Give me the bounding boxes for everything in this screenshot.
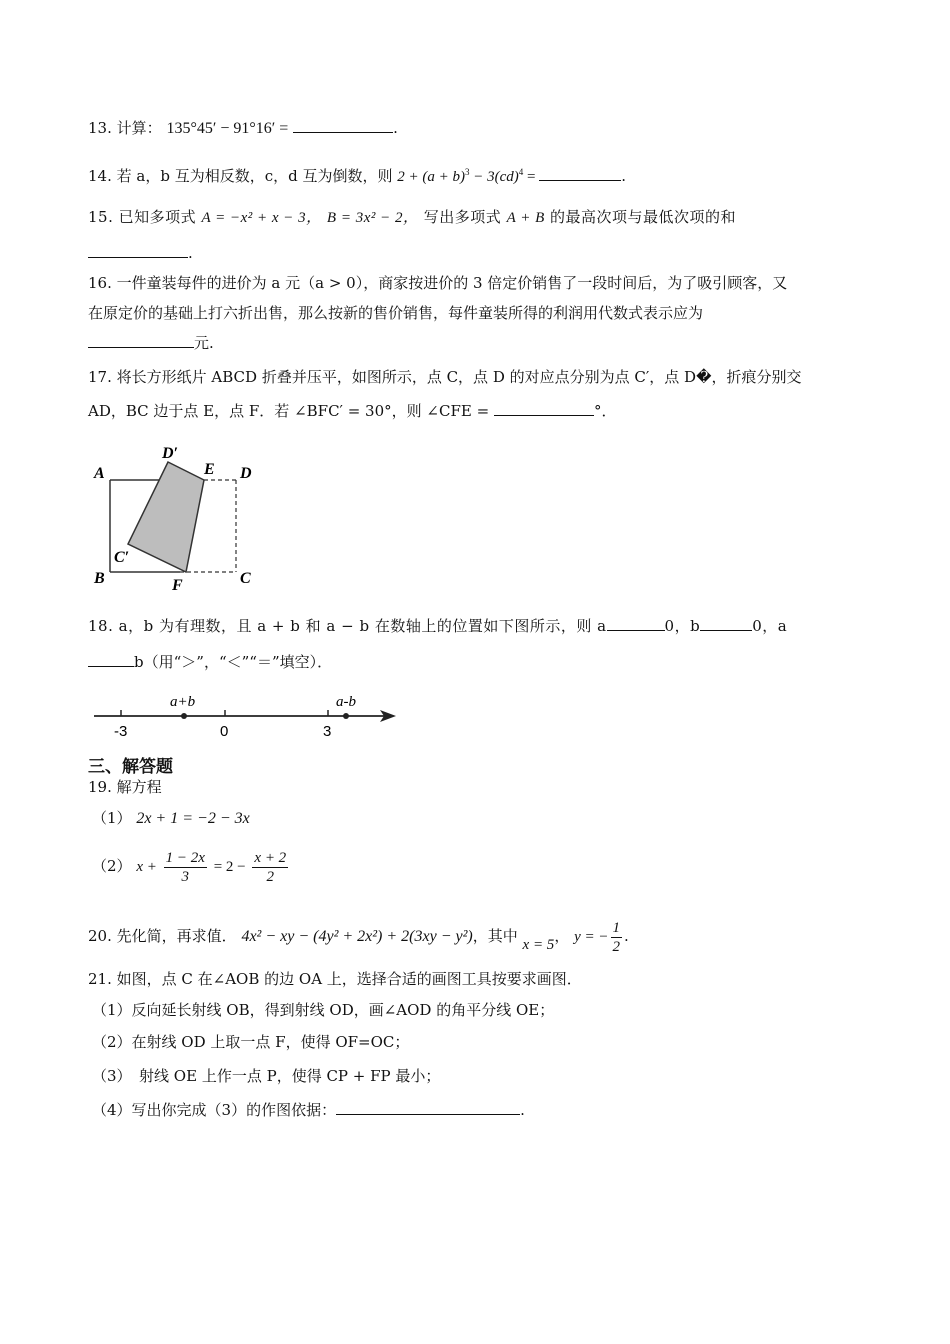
q18-line-1: a，b 为有理数，且 a + b 和 a − b 在数轴上的位置如下图所示，则 a [118,617,607,635]
question-15-line2 [88,243,193,263]
q19-p2-middle: = 2 − [213,859,246,875]
q21-part-2 [92,1032,409,1052]
q14-answer-blank[interactable] [539,166,621,181]
q13-number: 13. [88,119,112,137]
question-14 [88,162,626,187]
q21-number: 21. [88,970,112,988]
q19-p2-numerator-1: 1 − 2x [165,849,205,866]
q20-where: ，其中 [472,927,518,945]
q21-part-1 [92,1000,554,1020]
q18-zero-1: 0，b [664,617,701,635]
q21-p2-text: （2）在射线 OD 上取一点 F，使得 OF=OC； [92,1033,410,1051]
q16-line-1: 一件童装每件的进价为 a 元（a > 0），商家按进价的 3 倍定价销售了一段时间后，为了吸引顾客，又 [116,274,788,292]
q16-unit: 元. [194,334,214,352]
q18-blank-b[interactable] [700,616,752,631]
q21-part-4 [92,1100,525,1120]
q19-p2-x: x + [136,859,157,875]
question-16-line3 [88,333,214,353]
q20-y-fraction [611,919,623,956]
label-a-plus-b: a+b [170,694,196,710]
q19-number: 19. [88,778,112,796]
q17-folded-rectangle-figure [88,440,268,596]
q20-x-value: x = 5 [522,937,555,953]
q20-text: 先化简，再求值． [116,927,237,945]
label-C: C [240,570,251,587]
label-E: E [204,461,215,478]
q16-number: 16. [88,274,112,292]
point-a-minus-b [343,713,349,719]
q14-period: . [621,167,627,185]
q20-number: 20. [88,927,112,945]
q21-part-3 [92,1066,440,1086]
q21-text: 如图，点 C 在∠AOB 的边 OA 上，选择合适的画图工具按要求画图． [116,970,582,988]
q18-blank-a[interactable] [607,616,665,631]
question-18 [88,616,787,636]
q20-y-numerator: 1 [612,919,621,936]
section-heading: 三、解答题 [88,757,173,777]
q14-expr-part-b: − 3(cd) [469,169,519,185]
q18-number-line [88,686,408,742]
q17-number: 17. [88,368,112,386]
question-13 [88,118,398,139]
q14-exponent-2: 4 [518,167,524,177]
q17-answer-blank[interactable] [494,401,594,416]
q16-answer-blank[interactable] [88,333,194,348]
question-16 [88,273,787,293]
q13-expression: 135°45′ − 91°16′ = [166,120,289,137]
q19-p2-fraction-1 [164,849,207,886]
q15-poly-b: B = 3x² − 2， [326,210,419,226]
q21-p4-text: （4）写出你完成（3）的作图依据： [92,1101,337,1119]
q19-p2-fraction-2 [252,849,288,886]
q20-y-prefix: y = − [574,929,609,945]
q17-degree: °． [593,402,617,420]
q18-blank-ab[interactable] [88,652,134,667]
q15-text-2: 写出多项式 [423,208,502,226]
label-a-minus-b: a-b [336,694,356,710]
q20-expression: 4x² − xy − (4y² + 2x²) + 2(3xy − y²) [241,928,473,945]
q19-p2-numerator-2: x + 2 [254,849,287,866]
q14-expr-part-a: 2 + (a + b) [397,169,466,185]
q13-label: 计算： [116,119,162,137]
question-16-line2 [88,303,703,323]
label-B: B [94,570,105,587]
q19-title: 解方程 [116,778,162,796]
q20-y-denominator: 2 [612,938,621,955]
q13-answer-blank[interactable] [293,118,393,133]
q20-comma: ， [554,927,570,945]
q15-number: 15. [88,208,114,226]
question-19 [88,777,162,797]
question-15 [88,207,736,228]
q16-line-2: 在原定价的基础上打六折出售，那么按新的售价销售，每件童装所得的利润用代数式表示应为 [88,304,704,322]
q21-answer-blank[interactable] [336,1100,520,1115]
label-A: A [94,465,105,482]
label-F: F [172,577,183,594]
q19-p2-denominator-1: 3 [181,868,190,885]
q14-exponent-1: 3 [465,167,470,177]
tick-label-3: 3 [323,723,332,740]
label-C-prime: C′ [114,549,130,566]
q20-period: . [624,927,629,945]
q19-p1-equation: 2x + 1 = −2 − 3x [136,810,250,827]
q19-p2-label: （2） [92,857,132,875]
q19-part-1 [92,808,250,829]
q14-number: 14. [88,167,112,185]
q14-text: 若 a，b 互为相反数，c，d 互为倒数，则 [116,167,393,185]
tick-label-0: 0 [220,723,229,740]
q15-answer-blank[interactable] [88,243,188,258]
q15-poly-sum: A + B [506,210,545,226]
label-D: D [240,465,252,482]
q15-poly-a: A = −x² + x − 3， [201,210,322,226]
q21-p3-text: （3） 射线 OE 上作一点 P，使得 CP + FP 最小； [92,1067,441,1085]
q19-part-2 [92,846,290,887]
q18-zero-2: 0，a [752,617,788,635]
point-a-plus-b [181,713,187,719]
q13-period: . [393,119,398,137]
folded-quadrilateral [128,462,204,572]
q21-period: . [520,1101,525,1119]
question-17-line2 [88,401,616,421]
question-21 [88,969,582,989]
q14-equals: = [523,169,540,185]
q18-line-2: b（用“＞”，“＜”“＝”填空）． [134,653,333,671]
q19-p2-denominator-2: 2 [266,868,275,885]
q15-period: . [188,244,193,262]
q15-text-3: 的最高次项与最低次项的和 [550,208,737,226]
question-17 [88,367,801,387]
q17-line-1: 将长方形纸片 ABCD 折叠并压平，如图所示，点 C，点 D 的对应点分别为点 C′，点 D�，折痕分别交 [116,368,802,386]
q21-p1-text: （1）反向延长射线 OB，得到射线 OD，画∠AOD 的角平分线 OE； [92,1001,555,1019]
tick-label-neg3: -3 [114,723,128,740]
question-18-line2 [88,652,332,672]
q18-number: 18. [88,617,114,635]
q17-line-2: AD，BC 边于点 E，点 F．若 ∠BFC′ = 30°，则 ∠CFE = [88,402,490,420]
q15-text-1: 已知多项式 [118,208,197,226]
label-D-prime: D′ [162,445,179,462]
question-20 [88,916,629,957]
q19-p1-label: （1） [92,809,132,827]
